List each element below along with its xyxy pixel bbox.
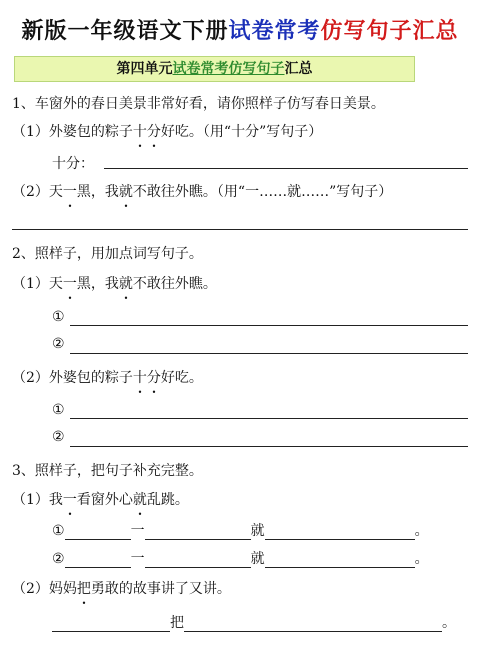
question-3-sub-2 xyxy=(12,578,231,598)
answer-line[interactable] xyxy=(70,418,468,419)
dotted-char: 分 xyxy=(146,370,161,386)
dotted-char: 一 xyxy=(62,276,77,292)
dotted-char: 十 xyxy=(132,124,147,140)
question-3-sub-1 xyxy=(12,489,189,509)
answer-line[interactable] xyxy=(70,446,468,447)
text: 好吃。（用“十分”写句子） xyxy=(160,124,323,140)
title-part-4: 汇总 xyxy=(412,19,459,44)
answer-prompt: 十分： xyxy=(52,156,94,172)
blank-field[interactable] xyxy=(65,525,131,540)
dotted-char: 一 xyxy=(62,492,77,508)
blank-field[interactable] xyxy=(52,617,170,632)
circle-number-1: ① xyxy=(52,402,65,418)
text: 黑，我 xyxy=(76,276,119,292)
title-part-3: 仿写句子 xyxy=(320,19,413,44)
question-3-heading: 3、照样子，把句子补充完整。 xyxy=(12,463,203,479)
title-part-2: 试卷常考 xyxy=(228,19,321,44)
circle-number-1: ① xyxy=(52,523,65,539)
answer-line[interactable] xyxy=(12,229,468,230)
answer-line[interactable] xyxy=(104,168,468,169)
text: （2）外婆包的粽子 xyxy=(12,370,133,386)
text: 就 xyxy=(250,551,265,567)
section-banner xyxy=(14,56,415,82)
text: 好吃。 xyxy=(160,370,203,386)
circle-number-2: ② xyxy=(52,336,65,352)
dotted-char: 十 xyxy=(132,370,147,386)
text: 一 xyxy=(130,551,145,567)
fill-row-1 xyxy=(52,520,429,540)
answer-line[interactable] xyxy=(70,353,468,354)
text: 看窗外心 xyxy=(76,492,133,508)
fill-row-2 xyxy=(52,548,429,568)
text: （1）天 xyxy=(12,276,63,292)
text: 乱跳。 xyxy=(146,492,189,508)
blank-field[interactable] xyxy=(184,617,442,632)
blank-field[interactable] xyxy=(65,553,131,568)
text: 黑，我 xyxy=(76,184,119,200)
dotted-char: 一 xyxy=(62,184,77,200)
circle-number-2: ② xyxy=(52,551,65,567)
text: （1）外婆包的粽子 xyxy=(12,124,133,140)
banner-part-2: 试卷常考仿写句子 xyxy=(172,61,285,77)
text: 把 xyxy=(170,615,184,631)
question-2-heading: 2、照样子，用加点词写句子。 xyxy=(12,246,203,262)
answer-line[interactable] xyxy=(70,325,468,326)
title-part-1: 新版一年级语文下册 xyxy=(21,19,229,44)
banner-part-3: 汇总 xyxy=(284,61,313,77)
text: （2）天 xyxy=(12,184,63,200)
text: 就 xyxy=(250,523,265,539)
text: （1）我 xyxy=(12,492,63,508)
circle-number-2: ② xyxy=(52,429,65,445)
text: 不敢往外瞧。 xyxy=(132,276,217,292)
dotted-char: 就 xyxy=(132,492,147,508)
text: 。 xyxy=(414,551,429,567)
question-1-sub-2 xyxy=(12,181,392,201)
question-1-heading: 1、车窗外的春日美景非常好看，请你照样子仿写春日美景。 xyxy=(12,96,385,112)
page-title xyxy=(0,14,480,45)
text: 勇敢的故事讲了又讲。 xyxy=(90,581,231,597)
blank-field[interactable] xyxy=(145,553,251,568)
question-2-sub-1 xyxy=(12,273,217,293)
text: 一 xyxy=(130,523,145,539)
blank-field[interactable] xyxy=(265,553,415,568)
question-1-sub-1 xyxy=(12,121,322,141)
banner-part-1: 第四单元 xyxy=(116,61,173,77)
dotted-char: 分 xyxy=(146,124,161,140)
text: 不敢往外瞧。（用“一……就……”写句子） xyxy=(132,184,393,200)
text: 。 xyxy=(442,615,456,631)
dotted-char: 就 xyxy=(118,184,133,200)
dotted-char: 把 xyxy=(76,581,91,597)
dotted-char: 就 xyxy=(118,276,133,292)
blank-field[interactable] xyxy=(265,525,415,540)
question-2-sub-2 xyxy=(12,367,203,387)
text: 。 xyxy=(414,523,429,539)
blank-field[interactable] xyxy=(145,525,251,540)
circle-number-1: ① xyxy=(52,309,65,325)
text: （2）妈妈 xyxy=(12,581,77,597)
fill-row-3 xyxy=(52,612,456,632)
